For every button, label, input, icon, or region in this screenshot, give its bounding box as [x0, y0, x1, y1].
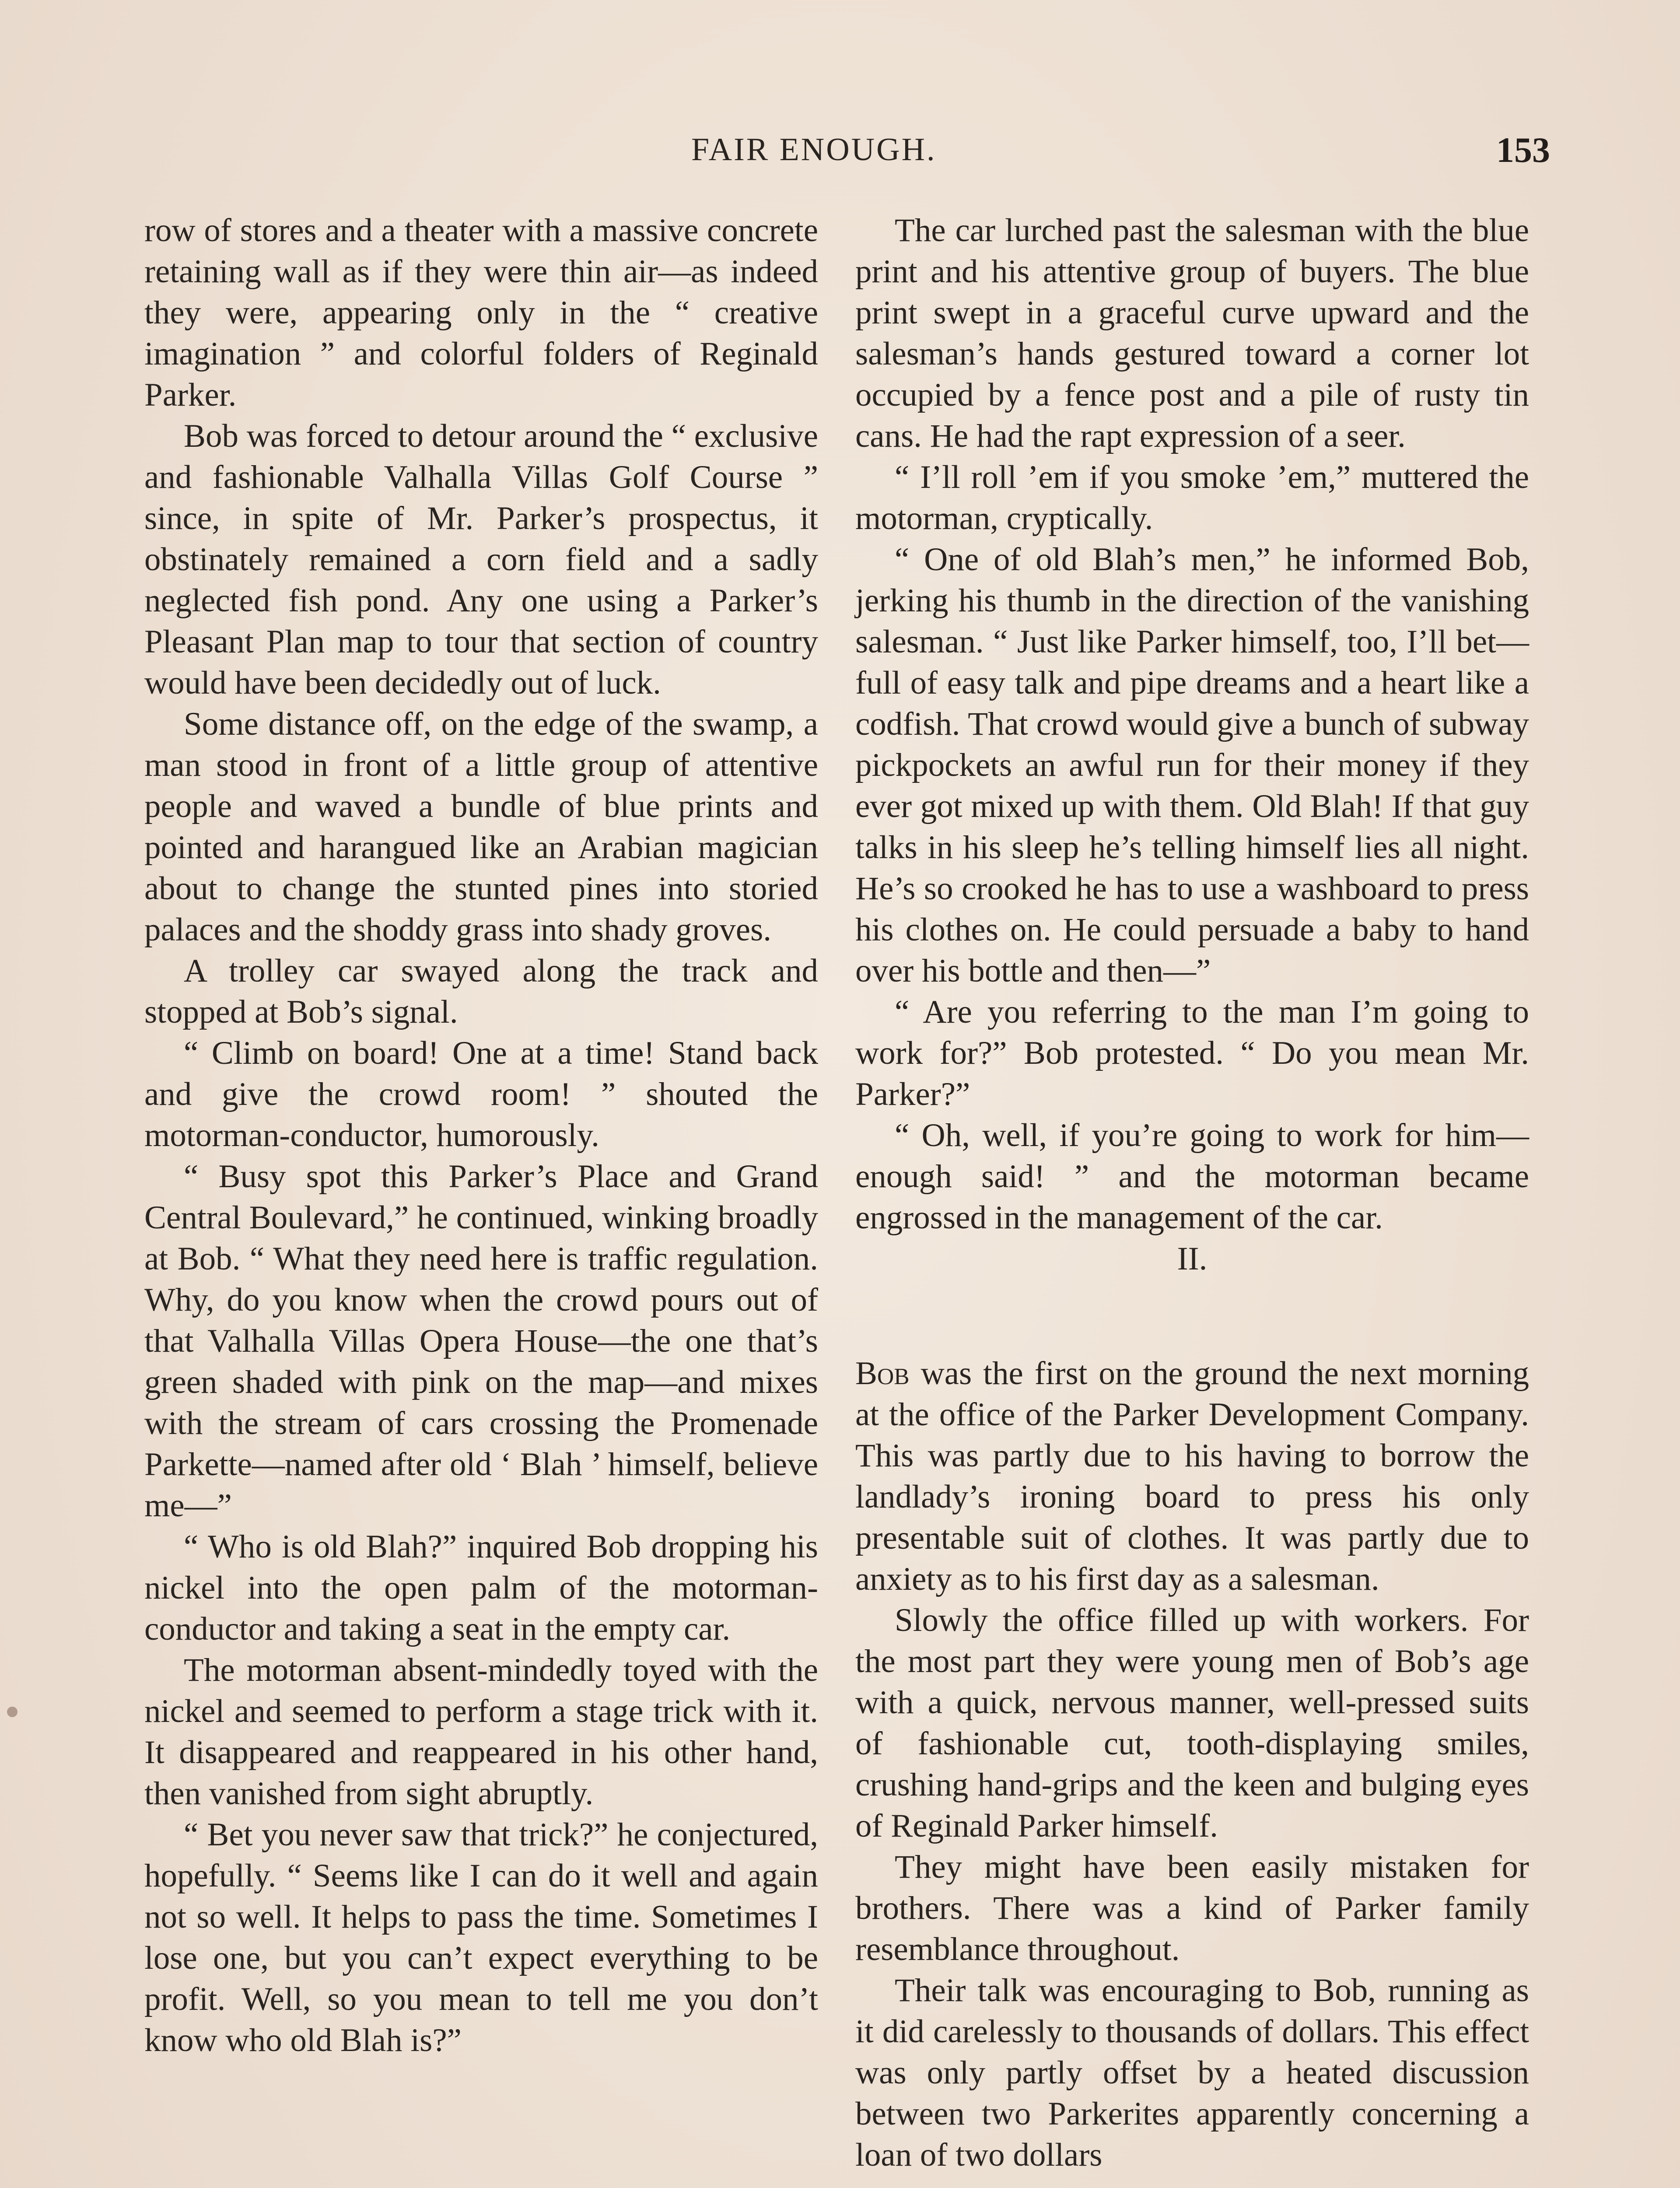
paragraph: They might have been easily mistaken for brothers. There was a kind of Parker family resemblance throughout.	[855, 1849, 1529, 1967]
page-number: 153	[1496, 130, 1550, 170]
paragraph: “ Are you referring to the man I’m going to work for?” Bob protested. “ Do you mean Mr. Parker?”	[855, 994, 1529, 1112]
paragraph: “ One of old Blah’s men,” he informed Bob, jerking his thumb in the direction of the vanishing salesman. “ Just like Parker himself, too, I’ll bet—full of easy talk and pipe dreams and a heart like a codfish. That crowd would give a bunch of subway pickpockets an awful run for their money if they ever got mixed up with them. Old Blah! If that guy talks in his sleep he’s telling himself lies all night. He’s so crooked he has to use a washboard to press his clothes on. He could persuade a baby to hand over his bottle and then—”	[855, 541, 1529, 989]
paragraph: A trolley car swayed along the track and stopped at Bob’s signal.	[144, 953, 818, 1030]
paragraph: “ Busy spot this Parker’s Place and Grand Central Boulevard,” he continued, winking broadly at Bob. “ What they need here is traffic regulation. Why, do you know when the crowd pours out of that Valhalla Villas Opera House—the one that’s green shaded with pink on the map—and mixes with the stream of cars crossing the Promenade Parkette—named after old ‘ Blah ’ himself, believe me—”	[144, 1158, 818, 1524]
paragraph: row of stores and a theater with a massive concrete retaining wall as if they were thin air—as indeed they were, appearing only in the “ creative imagination ” and colorful folders of Reginald Parker.	[144, 212, 818, 413]
paragraph: Bob was forced to detour around the “ exclusive and fashionable Valhalla Villas Golf Course ” since, in spite of Mr. Parker’s prospectus, it obstinately remained a corn field and a sadly neglected fish pond. Any one using a Parker’s Pleasant Plan map to tour that section of country would have been decidedly out of luck.	[144, 418, 818, 701]
lead-text: was the first on the ground the next morning at the office of the Parker Development Company. This was partly due to his having to borrow the landlady’s ironing board to press his only presentable suit of clothes. It was partly due to anxiety as to his first day as a salesman.	[855, 1355, 1529, 1597]
paragraph: The motorman absent-mindedly toyed with the nickel and seemed to perform a stage trick with it. It disappeared and reappeared in his other hand, then vanished from sight abruptly.	[144, 1652, 818, 1812]
section-heading: II.	[1177, 1241, 1208, 1277]
paragraph: “ Who is old Blah?” inquired Bob dropping his nickel into the open palm of the motorman-conductor and taking a seat in the empty car.	[144, 1529, 818, 1647]
paragraph: Some distance off, on the edge of the swamp, a man stood in front of a little group of attentive people and waved a bundle of blue prints and pointed and harangued like an Arabian magician about to change the stunted pines into storied palaces and the shoddy grass into shady groves.	[144, 706, 818, 948]
section-opening-paragraph	[855, 1353, 1529, 1600]
running-title: FAIR ENOUGH.	[691, 132, 937, 168]
paragraph: “ I’ll roll ’em if you smoke ’em,” muttered the motorman, cryptically.	[855, 459, 1529, 536]
paragraph: Slowly the office filled up with workers. For the most part they were young men of Bob’s age with a quick, nervous manner, well-pressed suits of fashionable cut, tooth-displaying smiles, crushing hand-grips and the keen and bulging eyes of Reginald Parker himself.	[855, 1602, 1529, 1844]
paragraph: The car lurched past the salesman with the blue print and his attentive group of buyers. The blue print swept in a graceful curve upward and the salesman’s hands gestured toward a corner lot occupied by a fence post and a pile of rusty tin cans. He had the rapt expression of a seer.	[855, 212, 1529, 454]
right-text-column	[855, 210, 1529, 2176]
paragraph: “ Oh, well, if you’re going to work for him—enough said! ” and the motorman became engrossed in the management of the car.	[855, 1117, 1529, 1236]
paragraph: “ Climb on board! One at a time! Stand back and give the crowd room! ” shouted the motorman-conductor, humorously.	[144, 1035, 818, 1154]
left-text-column	[144, 210, 818, 2061]
paragraph: “ Bet you never saw that trick?” he conjectured, hopefully. “ Seems like I can do it well and again not so well. It helps to pass the time. Sometimes I lose one, but you can’t expect everything to be profit. Well, so you mean to tell me you don’t know who old Blah is?”	[144, 1816, 818, 2058]
paper-speck	[7, 1707, 18, 1717]
paragraph: Their talk was encouraging to Bob, running as it did carelessly to thousands of dollars. This effect was only partly offset by a heated discussion between two Parkerites apparently concerning a loan of two dollars	[855, 1972, 1529, 2173]
lead-word: Bob	[855, 1355, 910, 1392]
